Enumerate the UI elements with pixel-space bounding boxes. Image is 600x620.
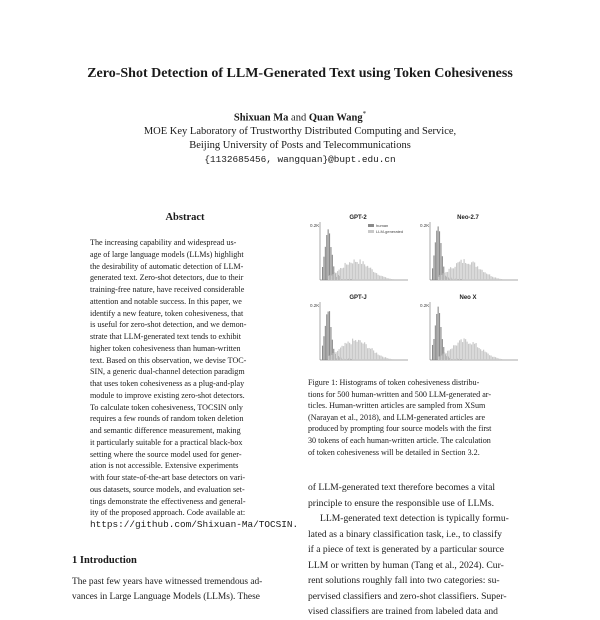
llm-bar <box>486 274 487 280</box>
llm-bar <box>367 266 368 280</box>
body-line: lated as a binary classification task, i.e., to classify <box>308 528 502 540</box>
human-bar <box>435 242 436 280</box>
llm-bar <box>464 259 465 280</box>
caption-line: of token cohesiveness will be detailed in Section 3.2. <box>308 447 480 457</box>
llm-bar <box>357 342 358 360</box>
llm-bar <box>351 344 352 360</box>
llm-bar <box>483 272 484 280</box>
llm-bar <box>364 264 365 280</box>
human-bar <box>323 257 324 280</box>
caption-line: 30 tokens of each human-written article. The calculation <box>308 435 491 445</box>
llm-bar <box>468 264 469 280</box>
abstract-line: strate that LLM-generated text tends to exhibit <box>90 332 242 341</box>
paper-title: Zero-Shot Detection of LLM-Generated Text using Token Cohesiveness <box>87 66 513 81</box>
llm-bar <box>376 353 377 360</box>
human-bar <box>323 336 324 360</box>
llm-bar <box>501 359 502 360</box>
llm-bar <box>449 350 450 360</box>
llm-bar <box>402 279 403 280</box>
llm-bar <box>509 359 510 360</box>
affiliation <box>0 125 600 167</box>
llm-bar <box>498 358 499 360</box>
llm-bar <box>489 274 490 280</box>
abstract-line: module to improve existing zero-shot detectors. <box>90 390 245 400</box>
author-line <box>0 110 600 124</box>
llm-bar <box>443 273 444 280</box>
llm-bar <box>498 278 499 280</box>
abstract-line: ous datasets, source models, and evaluation set- <box>90 484 245 494</box>
llm-bar <box>366 266 367 280</box>
llm-bar <box>465 339 466 360</box>
panel-title: Neo-2.7 <box>457 215 479 221</box>
llm-bar <box>400 279 401 280</box>
llm-bar <box>363 344 364 360</box>
panel-title: Neo X <box>459 295 477 301</box>
llm-bar <box>504 279 505 280</box>
human-bar <box>440 327 441 360</box>
caption-line: produced by prompting four source models with the first <box>308 424 492 434</box>
y-tick-label: 0.2K <box>310 303 320 308</box>
body-line: principle to ensure the responsible use of LLMs. <box>308 497 494 509</box>
llm-bar <box>479 269 480 280</box>
llm-bar <box>492 357 493 360</box>
llm-bar <box>390 279 391 280</box>
llm-bar <box>328 276 329 280</box>
llm-bar <box>379 276 380 280</box>
llm-bar <box>342 346 343 360</box>
llm-bar <box>367 348 368 360</box>
llm-bar <box>506 279 507 280</box>
abstract-line: is useful for zero-shot detection, and we demon- <box>90 320 247 330</box>
abstract-line: ity of the proposed approach. Code available at: <box>90 508 246 518</box>
abstract-line: generated text. Zero-shot detectors, due to their <box>90 273 244 283</box>
llm-bar <box>512 359 513 360</box>
llm-bar <box>444 273 445 280</box>
llm-bar <box>342 268 343 280</box>
llm-bar <box>357 262 358 280</box>
llm-bar <box>473 262 474 280</box>
llm-bar <box>489 355 490 360</box>
llm-bar <box>500 359 501 360</box>
llm-bar <box>385 277 386 280</box>
llm-bar <box>369 268 370 280</box>
human-bar <box>432 268 433 280</box>
section-heading: 1 Introduction <box>72 555 137 566</box>
llm-bar <box>444 352 445 360</box>
llm-bar <box>396 279 397 280</box>
abstract-line: tings demonstrate the effectiveness and general- <box>90 496 246 506</box>
llm-bar <box>482 351 483 360</box>
llm-bar <box>345 343 346 360</box>
human-bar <box>322 267 323 280</box>
llm-bar <box>378 275 379 280</box>
llm-bar <box>477 347 478 360</box>
llm-bar <box>400 359 401 360</box>
llm-bar <box>346 264 347 280</box>
llm-bar <box>480 349 481 360</box>
llm-bar <box>483 350 484 360</box>
llm-bar <box>399 359 400 360</box>
human-bar <box>325 326 326 360</box>
abstract-line: identify a new feature, token cohesiveness, that <box>90 308 244 318</box>
abstract-line: ation is not accessible. Extensive experiments <box>90 461 239 471</box>
llm-bar <box>354 341 355 360</box>
abstract-line: the desirability of automatic detection of LLM- <box>90 261 244 271</box>
llm-bar <box>391 279 392 280</box>
llm-bar <box>506 359 507 360</box>
llm-bar <box>495 277 496 280</box>
affiliation-line: MOE Key Laboratory of Trustworthy Distributed Computing and Service, <box>143 126 457 137</box>
llm-bar <box>339 349 340 360</box>
llm-bar <box>440 356 441 360</box>
llm-bar <box>381 276 382 280</box>
llm-bar <box>340 268 341 280</box>
human-bar <box>325 247 326 280</box>
llm-bar <box>459 262 460 280</box>
llm-bar <box>459 340 460 360</box>
llm-bar <box>473 342 474 360</box>
llm-bar <box>402 359 403 360</box>
llm-bar <box>447 272 448 280</box>
llm-bar <box>453 345 454 360</box>
human-bar <box>436 231 437 280</box>
llm-bar <box>452 348 453 360</box>
llm-bar <box>479 348 480 360</box>
abstract-line: The increasing capability and widespread us- <box>90 238 237 247</box>
llm-bar <box>446 272 447 280</box>
human-bar <box>439 313 440 360</box>
llm-bar <box>452 268 453 280</box>
llm-bar <box>333 274 334 280</box>
llm-bar <box>488 274 489 280</box>
llm-bar <box>352 339 353 360</box>
y-tick-label: 0.2K <box>420 303 430 308</box>
llm-bar <box>500 279 501 280</box>
llm-bar <box>494 357 495 360</box>
llm-bar <box>340 348 341 360</box>
abstract-line: and semantic difference measurement, making <box>90 426 241 435</box>
llm-bar <box>394 279 395 280</box>
llm-bar <box>349 262 350 280</box>
human-bar <box>322 346 323 360</box>
body-line: vised classifiers are trained from labeled data and <box>308 606 498 617</box>
llm-bar <box>390 359 391 360</box>
human-bar <box>329 311 330 360</box>
human-bar <box>438 226 439 280</box>
body-line: vances in Large Language Models (LLMs). These <box>72 592 260 602</box>
llm-bar <box>346 344 347 360</box>
llm-bar <box>397 359 398 360</box>
llm-bar <box>474 262 475 280</box>
llm-bar <box>456 346 457 360</box>
abstract-line: with four state-of-the-art base detectors on vari- <box>90 473 246 482</box>
llm-bar <box>363 261 364 280</box>
llm-bar <box>337 351 338 360</box>
llm-bar <box>351 263 352 280</box>
llm-bar <box>361 264 362 280</box>
llm-bar <box>462 263 463 280</box>
legend-label: human <box>376 223 389 228</box>
legend-swatch-llm <box>368 230 374 233</box>
llm-bar <box>372 269 373 280</box>
human-bar <box>435 325 436 360</box>
abstract-line: SIN, a generic dual-channel detection paradigm <box>90 367 245 377</box>
intro-body <box>72 575 297 605</box>
llm-bar <box>364 342 365 360</box>
llm-bar <box>501 279 502 280</box>
llm-bar <box>354 259 355 280</box>
llm-bar <box>470 265 471 280</box>
llm-bar <box>360 259 361 280</box>
human-bar <box>433 255 434 280</box>
llm-bar <box>333 353 334 360</box>
human-bar <box>438 307 439 360</box>
llm-bar <box>397 279 398 280</box>
llm-bar <box>352 263 353 280</box>
human-bar <box>328 312 329 360</box>
human-bar <box>326 235 327 280</box>
panel-title: GPT-2 <box>349 215 367 221</box>
llm-bar <box>465 263 466 280</box>
llm-bar <box>477 266 478 280</box>
abstract-line: requires a few rounds of random token deletion <box>90 414 244 424</box>
figure-histograms <box>308 210 528 370</box>
abstract-line: To calculate token cohesiveness, TOCSIN only <box>90 402 243 412</box>
human-bar <box>433 339 434 360</box>
llm-bar <box>468 344 469 360</box>
llm-bar <box>449 269 450 280</box>
human-bar <box>439 231 440 280</box>
llm-bar <box>384 357 385 360</box>
llm-bar <box>385 357 386 360</box>
llm-bar <box>334 352 335 360</box>
llm-bar <box>345 263 346 280</box>
llm-bar <box>456 263 457 280</box>
llm-bar <box>373 272 374 280</box>
llm-bar <box>375 353 376 360</box>
llm-bar <box>330 355 331 360</box>
llm-bar <box>360 340 361 360</box>
body-line: pervised classifiers and zero-shot classifiers. Super- <box>308 590 507 602</box>
llm-bar <box>387 278 388 280</box>
right-column-body <box>308 480 533 620</box>
abstract-line: age of large language models (LLMs) highlight <box>90 249 244 259</box>
llm-bar <box>337 271 338 280</box>
llm-bar <box>461 260 462 280</box>
caption-line: tions for 500 human-written and 500 LLM-generated ar- <box>308 389 492 399</box>
caption-line: ticles. Human-written articles are sampled from XSum <box>308 401 486 411</box>
legend-label: LLM-generated <box>376 229 404 234</box>
llm-bar <box>373 350 374 360</box>
llm-bar <box>510 359 511 360</box>
llm-bar <box>503 279 504 280</box>
llm-bar <box>381 356 382 360</box>
llm-bar <box>393 359 394 360</box>
figure-caption <box>308 377 533 458</box>
y-tick-label: 0.2K <box>420 223 430 228</box>
llm-bar <box>358 340 359 360</box>
llm-bar <box>480 269 481 280</box>
llm-bar <box>372 348 373 360</box>
llm-bar <box>507 279 508 280</box>
llm-bar <box>443 354 444 360</box>
llm-bar <box>441 355 442 360</box>
llm-bar <box>343 346 344 360</box>
llm-bar <box>394 359 395 360</box>
author-name: Shixuan Ma <box>233 112 289 124</box>
human-bar <box>440 243 441 280</box>
human-bar <box>329 233 330 280</box>
llm-bar <box>455 267 456 280</box>
abstract-line: that uses token cohesiveness as a plug-and-play <box>90 379 245 388</box>
llm-bar <box>495 357 496 360</box>
llm-bar <box>494 277 495 280</box>
llm-bar <box>491 276 492 280</box>
panel-title: GPT-J <box>349 295 367 301</box>
llm-bar <box>491 356 492 360</box>
llm-bar <box>438 277 439 280</box>
corresponding-mark: * <box>362 110 367 118</box>
llm-bar <box>504 359 505 360</box>
body-line: LLM-generated text detection is typically formu- <box>320 513 509 524</box>
body-line: rent solutions roughly fall into two categories: su- <box>308 575 500 586</box>
llm-bar <box>331 355 332 360</box>
llm-bar <box>471 262 472 280</box>
llm-bar <box>470 344 471 360</box>
legend-swatch-human <box>368 224 374 227</box>
llm-bar <box>370 349 371 360</box>
llm-bar <box>355 340 356 360</box>
llm-bar <box>355 262 356 280</box>
llm-bar <box>467 342 468 360</box>
llm-bar <box>336 273 337 280</box>
llm-bar <box>339 270 340 280</box>
llm-bar <box>334 272 335 280</box>
body-line: LLM or written by human (Tang et al., 2024). Cur- <box>308 559 504 571</box>
human-bar <box>432 345 433 360</box>
llm-bar <box>488 354 489 360</box>
llm-bar <box>485 352 486 360</box>
llm-bar <box>366 344 367 360</box>
caption-line: (Narayan et al., 2018), and LLM-generated articles are <box>308 412 486 422</box>
llm-bar <box>450 349 451 360</box>
llm-bar <box>497 358 498 360</box>
llm-bar <box>458 262 459 280</box>
llm-bar <box>370 268 371 280</box>
llm-bar <box>462 342 463 360</box>
llm-bar <box>492 277 493 280</box>
abstract-line: it particularly suitable for a practical black-box <box>90 437 243 447</box>
abstract-line: setting where the source model used for gener- <box>90 449 242 459</box>
llm-bar <box>461 339 462 360</box>
llm-bar <box>476 343 477 360</box>
llm-bar <box>476 267 477 280</box>
llm-bar <box>349 343 350 360</box>
llm-bar <box>379 355 380 360</box>
llm-bar <box>497 278 498 280</box>
llm-bar <box>358 264 359 280</box>
human-bar <box>328 229 329 280</box>
llm-bar <box>369 348 370 360</box>
llm-bar <box>485 272 486 280</box>
llm-bar <box>384 277 385 280</box>
llm-bar <box>348 342 349 360</box>
caption-line: Figure 1: Histograms of token cohesiveness distribu- <box>308 378 480 387</box>
llm-bar <box>482 270 483 280</box>
llm-bar <box>510 279 511 280</box>
abstract-line: text. Based on this observation, we devise TOC- <box>90 355 247 365</box>
llm-bar <box>382 357 383 360</box>
author-conjunction: and <box>291 112 307 124</box>
llm-bar <box>391 359 392 360</box>
llm-bar <box>393 279 394 280</box>
llm-bar <box>509 279 510 280</box>
llm-bar <box>348 265 349 280</box>
llm-bar <box>388 359 389 360</box>
abstract-line: higher token cohesiveness than human-written <box>90 343 241 353</box>
body-line: The past few years have witnessed tremendous ad- <box>72 577 263 587</box>
llm-bar <box>387 358 388 360</box>
llm-bar <box>471 345 472 360</box>
llm-bar <box>382 276 383 280</box>
body-line: of LLM-generated text therefore becomes a vital <box>308 482 495 493</box>
code-url-link[interactable]: https://github.com/Shixuan-Ma/TOCSIN. <box>90 519 299 530</box>
llm-bar <box>450 267 451 280</box>
llm-bar <box>446 353 447 360</box>
llm-bar <box>331 275 332 280</box>
llm-bar <box>503 359 504 360</box>
llm-bar <box>467 264 468 280</box>
human-bar <box>436 314 437 360</box>
llm-bar <box>512 279 513 280</box>
llm-bar <box>388 278 389 280</box>
llm-bar <box>486 352 487 360</box>
llm-bar <box>399 279 400 280</box>
llm-bar <box>375 273 376 280</box>
llm-bar <box>438 356 439 360</box>
llm-bar <box>453 268 454 280</box>
llm-bar <box>455 345 456 360</box>
llm-bar <box>361 342 362 360</box>
llm-bar <box>378 355 379 360</box>
llm-bar <box>458 343 459 360</box>
llm-bar <box>447 351 448 360</box>
llm-bar <box>441 275 442 280</box>
body-line: if a piece of text is generated by a particular source <box>308 544 505 555</box>
affiliation-line: Beijing University of Posts and Telecommunications <box>189 140 411 151</box>
llm-bar <box>440 275 441 280</box>
author-emails: {1132685456, wangquan}@bupt.edu.cn <box>204 154 396 165</box>
llm-bar <box>464 338 465 360</box>
abstract-body <box>90 237 299 531</box>
abstract-heading: Abstract <box>165 212 205 223</box>
llm-bar <box>507 359 508 360</box>
llm-bar <box>376 273 377 280</box>
llm-bar <box>474 344 475 360</box>
abstract-line: training-free nature, have received considerable <box>90 285 245 294</box>
human-bar <box>326 314 327 360</box>
llm-bar <box>396 359 397 360</box>
author-name: Quan Wang <box>308 112 363 124</box>
llm-bar <box>336 352 337 360</box>
y-tick-label: 0.2K <box>310 223 320 228</box>
abstract-line: attention and notable success. In this paper, we <box>90 296 242 306</box>
llm-bar <box>330 275 331 280</box>
llm-bar <box>328 356 329 360</box>
llm-bar <box>343 268 344 280</box>
